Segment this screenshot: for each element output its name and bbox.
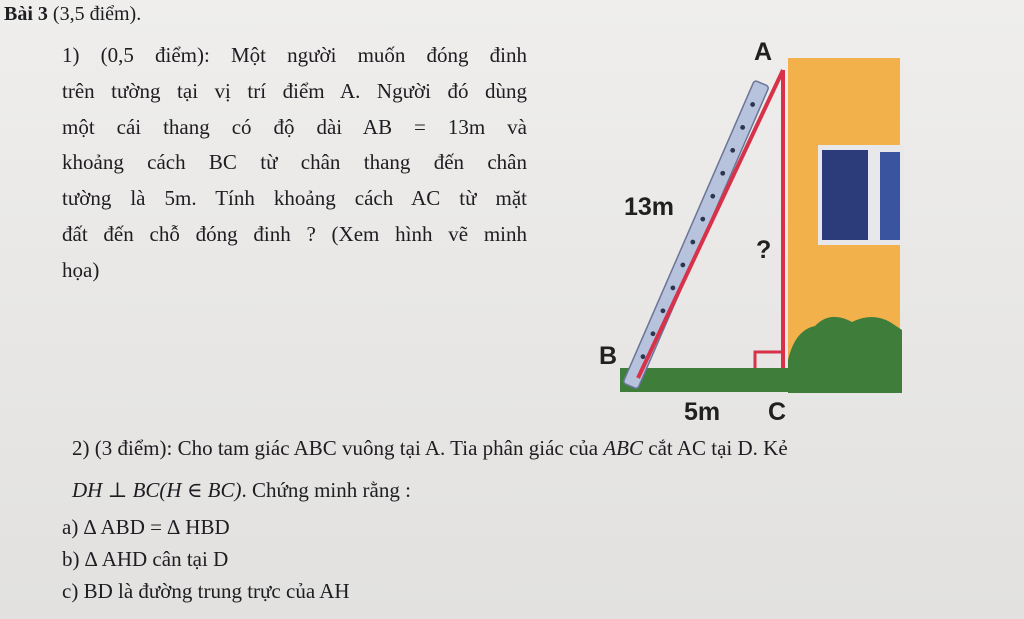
- ladder-figure: [590, 30, 920, 430]
- part1-line: họa): [62, 257, 100, 282]
- item-b: b) ∆ AHD cân tại D: [62, 547, 229, 571]
- line-ab: [638, 70, 783, 378]
- window-right-pane: [880, 152, 900, 240]
- part1-paragraph: [62, 38, 527, 289]
- part1-line: 1) (0,5 điểm): Một người muốn đóng đinh: [62, 43, 528, 67]
- perpendicular-math: DH ⊥ BC(H ∈ BC): [72, 478, 242, 502]
- part1-line: một cái thang có độ dài AB = 13m và: [62, 114, 527, 139]
- part1-line: trên tường tại vị trí điểm A. Người đó dùng: [62, 78, 527, 103]
- part2-lead: 2) (3 điểm):: [72, 436, 178, 460]
- exercise-points: (3,5 điểm).: [47, 3, 142, 25]
- label-c: C: [768, 398, 787, 426]
- window: [822, 150, 868, 240]
- label-bc: 5m: [684, 398, 721, 426]
- label-unknown: ?: [756, 236, 772, 264]
- exercise-title: [4, 3, 141, 26]
- label-a: A: [754, 38, 773, 66]
- part2-line2: DH ⊥ BC(H ∈ BC). Chứng minh rằng :: [72, 478, 411, 502]
- ladder: [623, 80, 772, 389]
- part1-line: khoảng cách BC từ chân thang đến chân: [62, 150, 527, 175]
- item-c: c) BD là đường trung trực của AH: [62, 579, 350, 603]
- item-a: a) ∆ ABD = ∆ HBD: [62, 515, 230, 539]
- label-ab: 13m: [624, 193, 675, 221]
- ground-grass: [620, 368, 902, 392]
- part1-line: tường là 5m. Tính khoảng cách AC từ mặt: [62, 186, 527, 211]
- part1-line: đất đến chỗ đóng đinh ? (Xem hình vẽ minh: [62, 221, 527, 246]
- exercise-number: Bài 3: [4, 3, 48, 25]
- label-b: B: [599, 342, 618, 370]
- part1-lead: 1) (0,5 điểm):: [62, 43, 231, 67]
- part2-line1: 2) (3 điểm): Cho tam giác ABC vuông tại A. Tia phân giác của ABC cắt AC tại D. Kẻ: [72, 436, 788, 460]
- angle-abc: ABC: [603, 436, 644, 460]
- right-angle-mark: [755, 352, 783, 368]
